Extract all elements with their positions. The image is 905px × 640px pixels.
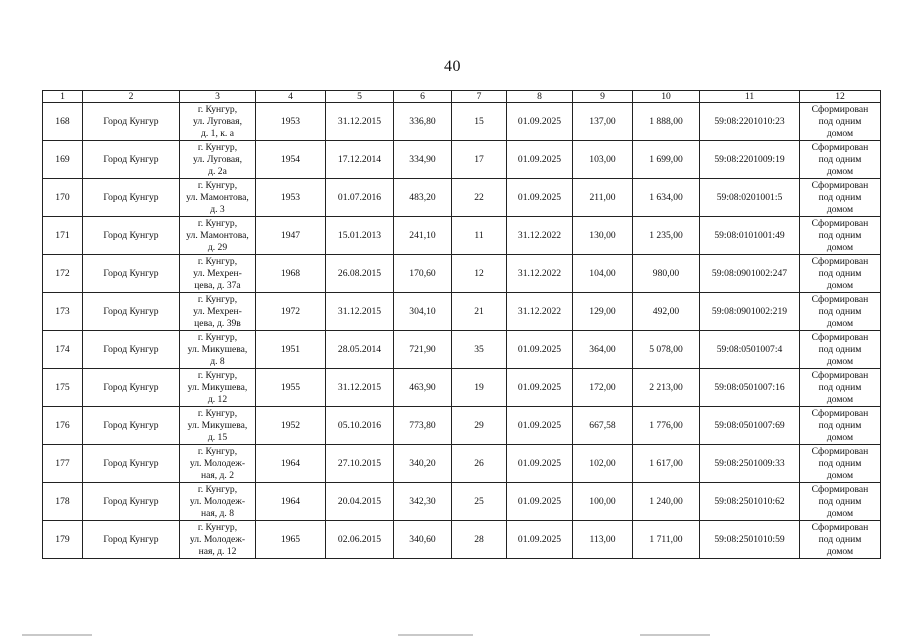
count-cell: 35	[452, 331, 507, 369]
deadline-cell: 31.12.2022	[507, 293, 573, 331]
status-cell: Сформирован под одним домом	[800, 483, 881, 521]
city-cell: Город Кунгур	[83, 407, 180, 445]
housing-registry-table	[42, 90, 881, 559]
value-cell: 129,00	[573, 293, 633, 331]
city-cell: Город Кунгур	[83, 331, 180, 369]
row-number-cell: 177	[43, 445, 83, 483]
year-cell: 1953	[256, 103, 326, 141]
value-cell: 137,00	[573, 103, 633, 141]
value-cell: 172,00	[573, 369, 633, 407]
year-cell: 1951	[256, 331, 326, 369]
column-header: 11	[700, 91, 800, 103]
column-header: 7	[452, 91, 507, 103]
deadline-cell: 01.09.2025	[507, 483, 573, 521]
cadastral-number-cell: 59:08:0101001:49	[700, 217, 800, 255]
value-cell: 103,00	[573, 141, 633, 179]
row-number-cell: 169	[43, 141, 83, 179]
date-cell: 17.12.2014	[326, 141, 394, 179]
year-cell: 1954	[256, 141, 326, 179]
table-row	[43, 331, 881, 369]
city-cell: Город Кунгур	[83, 255, 180, 293]
value-cell: 1 617,00	[633, 445, 700, 483]
city-cell: Город Кунгур	[83, 141, 180, 179]
date-cell: 01.07.2016	[326, 179, 394, 217]
column-header: 6	[394, 91, 452, 103]
column-header: 5	[326, 91, 394, 103]
column-number-row	[43, 91, 881, 103]
city-cell: Город Кунгур	[83, 445, 180, 483]
deadline-cell: 01.09.2025	[507, 179, 573, 217]
count-cell: 15	[452, 103, 507, 141]
value-cell: 364,00	[573, 331, 633, 369]
table-row	[43, 521, 881, 559]
cadastral-number-cell: 59:08:2501010:59	[700, 521, 800, 559]
table-row	[43, 293, 881, 331]
status-cell: Сформирован под одним домом	[800, 179, 881, 217]
address-cell: г. Кунгур, ул. Микушева, д. 15	[180, 407, 256, 445]
page-number: 40	[444, 58, 461, 75]
date-cell: 31.12.2015	[326, 293, 394, 331]
value-cell: 1 235,00	[633, 217, 700, 255]
scan-artifact	[640, 634, 710, 636]
deadline-cell: 01.09.2025	[507, 103, 573, 141]
year-cell: 1947	[256, 217, 326, 255]
area-cell: 721,90	[394, 331, 452, 369]
value-cell: 1 240,00	[633, 483, 700, 521]
cadastral-number-cell: 59:08:0501007:16	[700, 369, 800, 407]
row-number-cell: 179	[43, 521, 83, 559]
date-cell: 02.06.2015	[326, 521, 394, 559]
value-cell: 102,00	[573, 445, 633, 483]
city-cell: Город Кунгур	[83, 293, 180, 331]
count-cell: 19	[452, 369, 507, 407]
cadastral-number-cell: 59:08:2201009:19	[700, 141, 800, 179]
area-cell: 334,90	[394, 141, 452, 179]
deadline-cell: 01.09.2025	[507, 369, 573, 407]
row-number-cell: 178	[43, 483, 83, 521]
city-cell: Город Кунгур	[83, 369, 180, 407]
scan-artifact	[22, 634, 92, 636]
table-row	[43, 141, 881, 179]
table-row	[43, 103, 881, 141]
status-cell: Сформирован под одним домом	[800, 141, 881, 179]
value-cell: 130,00	[573, 217, 633, 255]
status-cell: Сформирован под одним домом	[800, 255, 881, 293]
count-cell: 17	[452, 141, 507, 179]
value-cell: 1 699,00	[633, 141, 700, 179]
year-cell: 1968	[256, 255, 326, 293]
year-cell: 1972	[256, 293, 326, 331]
date-cell: 27.10.2015	[326, 445, 394, 483]
deadline-cell: 01.09.2025	[507, 521, 573, 559]
count-cell: 25	[452, 483, 507, 521]
date-cell: 15.01.2013	[326, 217, 394, 255]
count-cell: 11	[452, 217, 507, 255]
row-number-cell: 170	[43, 179, 83, 217]
column-header: 1	[43, 91, 83, 103]
address-cell: г. Кунгур, ул. Луговая, д. 1, к. а	[180, 103, 256, 141]
address-cell: г. Кунгур, ул. Мехрен- цева, д. 39в	[180, 293, 256, 331]
area-cell: 342,30	[394, 483, 452, 521]
cadastral-number-cell: 59:08:0201001:5	[700, 179, 800, 217]
count-cell: 22	[452, 179, 507, 217]
table-row	[43, 483, 881, 521]
value-cell: 211,00	[573, 179, 633, 217]
column-header: 12	[800, 91, 881, 103]
address-cell: г. Кунгур, ул. Молодеж- ная, д. 8	[180, 483, 256, 521]
area-cell: 241,10	[394, 217, 452, 255]
row-number-cell: 175	[43, 369, 83, 407]
address-cell: г. Кунгур, ул. Молодеж- ная, д. 12	[180, 521, 256, 559]
area-cell: 340,20	[394, 445, 452, 483]
row-number-cell: 176	[43, 407, 83, 445]
deadline-cell: 31.12.2022	[507, 255, 573, 293]
deadline-cell: 31.12.2022	[507, 217, 573, 255]
address-cell: г. Кунгур, ул. Микушева, д. 8	[180, 331, 256, 369]
date-cell: 31.12.2015	[326, 369, 394, 407]
status-cell: Сформирован под одним домом	[800, 521, 881, 559]
city-cell: Город Кунгур	[83, 179, 180, 217]
area-cell: 773,80	[394, 407, 452, 445]
cadastral-number-cell: 59:08:0901002:247	[700, 255, 800, 293]
count-cell: 29	[452, 407, 507, 445]
date-cell: 20.04.2015	[326, 483, 394, 521]
cadastral-number-cell: 59:08:2201010:23	[700, 103, 800, 141]
year-cell: 1964	[256, 483, 326, 521]
table-row	[43, 179, 881, 217]
year-cell: 1964	[256, 445, 326, 483]
status-cell: Сформирован под одним домом	[800, 293, 881, 331]
status-cell: Сформирован под одним домом	[800, 407, 881, 445]
cadastral-number-cell: 59:08:0501007:69	[700, 407, 800, 445]
year-cell: 1953	[256, 179, 326, 217]
deadline-cell: 01.09.2025	[507, 407, 573, 445]
column-header: 4	[256, 91, 326, 103]
table-row	[43, 407, 881, 445]
cadastral-number-cell: 59:08:2501009:33	[700, 445, 800, 483]
address-cell: г. Кунгур, ул. Микушева, д. 12	[180, 369, 256, 407]
count-cell: 28	[452, 521, 507, 559]
cadastral-number-cell: 59:08:0501007:4	[700, 331, 800, 369]
table-row	[43, 445, 881, 483]
count-cell: 12	[452, 255, 507, 293]
row-number-cell: 174	[43, 331, 83, 369]
status-cell: Сформирован под одним домом	[800, 445, 881, 483]
cadastral-number-cell: 59:08:2501010:62	[700, 483, 800, 521]
value-cell: 113,00	[573, 521, 633, 559]
value-cell: 980,00	[633, 255, 700, 293]
year-cell: 1965	[256, 521, 326, 559]
status-cell: Сформирован под одним домом	[800, 103, 881, 141]
deadline-cell: 01.09.2025	[507, 445, 573, 483]
value-cell: 5 078,00	[633, 331, 700, 369]
status-cell: Сформирован под одним домом	[800, 369, 881, 407]
table-row	[43, 255, 881, 293]
row-number-cell: 171	[43, 217, 83, 255]
column-header: 3	[180, 91, 256, 103]
scan-artifact	[398, 634, 473, 636]
year-cell: 1952	[256, 407, 326, 445]
cadastral-number-cell: 59:08:0901002:219	[700, 293, 800, 331]
area-cell: 170,60	[394, 255, 452, 293]
date-cell: 28.05.2014	[326, 331, 394, 369]
date-cell: 05.10.2016	[326, 407, 394, 445]
column-header: 9	[573, 91, 633, 103]
address-cell: г. Кунгур, ул. Мамонтова, д. 29	[180, 217, 256, 255]
row-number-cell: 173	[43, 293, 83, 331]
value-cell: 100,00	[573, 483, 633, 521]
deadline-cell: 01.09.2025	[507, 331, 573, 369]
area-cell: 336,80	[394, 103, 452, 141]
status-cell: Сформирован под одним домом	[800, 331, 881, 369]
column-header: 8	[507, 91, 573, 103]
table-row	[43, 217, 881, 255]
date-cell: 31.12.2015	[326, 103, 394, 141]
area-cell: 483,20	[394, 179, 452, 217]
year-cell: 1955	[256, 369, 326, 407]
value-cell: 667,58	[573, 407, 633, 445]
deadline-cell: 01.09.2025	[507, 141, 573, 179]
address-cell: г. Кунгур, ул. Молодеж- ная, д. 2	[180, 445, 256, 483]
row-number-cell: 172	[43, 255, 83, 293]
address-cell: г. Кунгур, ул. Луговая, д. 2а	[180, 141, 256, 179]
value-cell: 1 888,00	[633, 103, 700, 141]
city-cell: Город Кунгур	[83, 483, 180, 521]
value-cell: 1 776,00	[633, 407, 700, 445]
value-cell: 2 213,00	[633, 369, 700, 407]
area-cell: 463,90	[394, 369, 452, 407]
city-cell: Город Кунгур	[83, 103, 180, 141]
value-cell: 1 711,00	[633, 521, 700, 559]
address-cell: г. Кунгур, ул. Мамонтова, д. 3	[180, 179, 256, 217]
row-number-cell: 168	[43, 103, 83, 141]
area-cell: 340,60	[394, 521, 452, 559]
date-cell: 26.08.2015	[326, 255, 394, 293]
status-cell: Сформирован под одним домом	[800, 217, 881, 255]
column-header: 10	[633, 91, 700, 103]
table-row	[43, 369, 881, 407]
count-cell: 21	[452, 293, 507, 331]
value-cell: 492,00	[633, 293, 700, 331]
city-cell: Город Кунгур	[83, 521, 180, 559]
area-cell: 304,10	[394, 293, 452, 331]
column-header: 2	[83, 91, 180, 103]
value-cell: 1 634,00	[633, 179, 700, 217]
value-cell: 104,00	[573, 255, 633, 293]
count-cell: 26	[452, 445, 507, 483]
city-cell: Город Кунгур	[83, 217, 180, 255]
address-cell: г. Кунгур, ул. Мехрен- цева, д. 37а	[180, 255, 256, 293]
